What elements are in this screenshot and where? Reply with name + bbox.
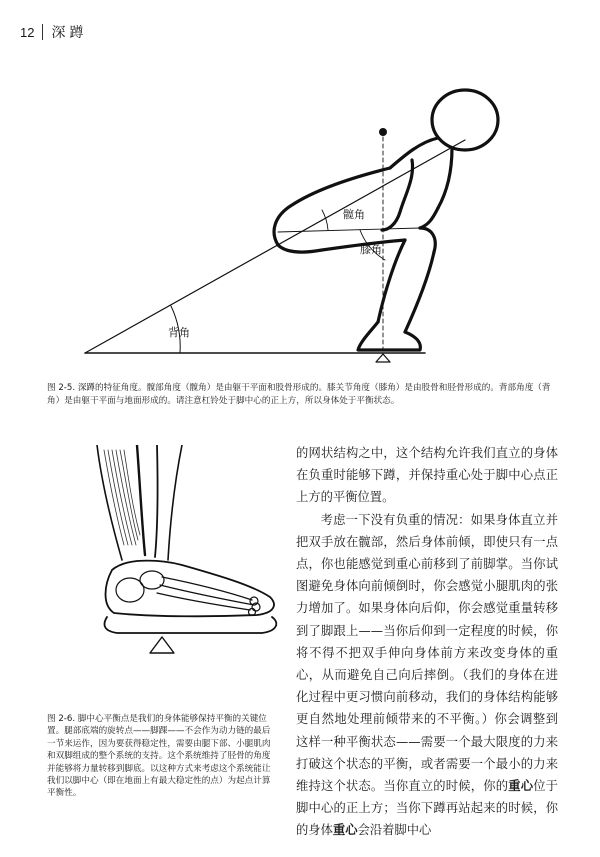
bold-term-center-of-gravity-2: 重心 <box>332 823 358 838</box>
foot-outline <box>106 561 274 617</box>
femur-line <box>278 228 420 232</box>
body-paragraph-2: 考虑一下没有负重的情况：如果身体直立并把双手放在髋部，然后身体前倾，即使只有一点点，你也能感觉到重心前移到了前脚掌。当你试图避免身体向前倾倒时，你会感觉小腿肌肉的张力增加了。如果身体向后仰，你会感觉重量转移到了脚跟上——当你后仰到一定程度的时候，你将不得不把双手伸向身体前方来改变身体的重心，从而避免自己向后摔倒。（我们的身体在进化过程中更习惯向前移动，我们的身体结构能够更自然地处理前倾带来的不平衡。）你会调整到这样一种平衡状态——需要一个最大限度的力来打破这个状态的平衡，或者需要一个最小的力来维持这个状态。当你直立的时候，你的重心位于脚中心的正上方；当你下蹲再站起来的时候，你的身体重心会沿着脚中心 <box>296 512 558 838</box>
calf-muscle <box>104 450 140 545</box>
foot-balance-marker <box>150 637 174 653</box>
hip-angle-label: 髋角 <box>343 208 365 221</box>
balance-point-marker <box>376 354 390 362</box>
figure-caption-2-6: 图 2-6. 脚中心平衡点是我们的身体能够保持平衡的关键位置。腿部底端的旋转点——脚踝——不会作为动力链的最后一节来运作，因为要获得稳定性，需要由腿下部、小腿肌肉和双脚组成的整个系统的支持。这个系统维持了胫骨的角度并能够将力量转移到脚底。以这种方式来考虑这个系统能让我们以脚中心（即在地面上有最大稳定性的点）为起点计算平衡性。 <box>47 714 271 799</box>
shin-bone <box>137 445 145 555</box>
knee-angle-label: 膝角 <box>360 243 382 256</box>
page-header <box>20 22 87 42</box>
squat-angle-figure <box>60 60 540 370</box>
page-number: 12 <box>20 24 35 40</box>
body-paragraph-1: 的网状结构之中，这个结构允许我们直立的身体在负重时能够下蹲，并保持重心处于脚中心点正上方的平衡位置。 <box>296 446 558 505</box>
back-angle-label: 背角 <box>168 326 190 339</box>
figure-caption-2-5: 图 2-5. 深蹲的特征角度。髋部角度（髋角）是由躯干平面和股骨形成的。膝关节角度（膝角）是由股骨和胫骨形成的。背部角度（背角）是由躯干平面与地面形成的。请注意杠铃处于脚中心的正上方，所以身体处于平衡状态。 <box>47 383 551 406</box>
header-divider <box>42 24 43 40</box>
body-text <box>296 442 558 842</box>
foot-bones <box>116 571 260 616</box>
back-angle-line <box>85 140 465 353</box>
chapter-title: 深蹲 <box>51 25 88 41</box>
bold-term-center-of-gravity: 重心 <box>508 779 534 794</box>
sole <box>104 617 276 633</box>
squat-figure-outline <box>274 90 498 350</box>
foot-balance-figure <box>42 445 284 655</box>
